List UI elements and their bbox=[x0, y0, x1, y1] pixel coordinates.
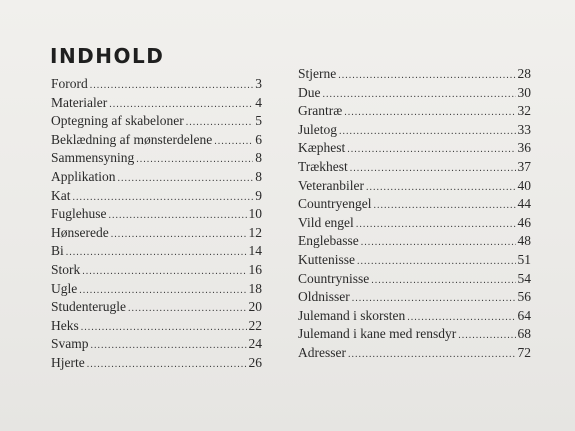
dot-leader bbox=[79, 285, 246, 296]
toc-entry bbox=[298, 326, 531, 345]
toc-entry-page-number: 4 bbox=[255, 94, 262, 110]
dot-leader bbox=[82, 266, 246, 277]
toc-entry bbox=[298, 178, 531, 197]
toc-entry-label: Studenterugle bbox=[51, 299, 126, 315]
dot-leader bbox=[366, 182, 516, 193]
toc-entry-label: Optegning af skabeloner bbox=[51, 113, 184, 129]
dot-leader bbox=[458, 330, 515, 341]
dot-leader bbox=[136, 154, 253, 165]
dot-leader bbox=[118, 173, 254, 184]
toc-entry-page-number: 26 bbox=[248, 354, 262, 370]
toc-entry-page-number: 36 bbox=[517, 140, 531, 156]
toc-entry-label: Veteranbiler bbox=[298, 177, 364, 193]
toc-entry-page-number: 56 bbox=[517, 289, 531, 305]
dot-leader bbox=[214, 136, 253, 147]
toc-entry-page-number: 30 bbox=[517, 84, 531, 100]
toc-entry-label: Countrynisse bbox=[298, 270, 370, 286]
dot-leader bbox=[87, 359, 247, 370]
toc-entry-page-number: 44 bbox=[517, 196, 531, 212]
dot-leader bbox=[109, 99, 253, 110]
toc-entry-label: Heks bbox=[51, 317, 79, 333]
toc-entry-label: Countryengel bbox=[298, 196, 372, 212]
toc-entry-label: Applikation bbox=[51, 168, 116, 184]
dot-leader bbox=[357, 256, 516, 267]
toc-entry bbox=[298, 122, 531, 141]
toc-entry bbox=[51, 336, 262, 355]
toc-entry bbox=[51, 225, 262, 244]
toc-entry bbox=[51, 76, 262, 95]
toc-entry-label: Adresser bbox=[298, 344, 346, 360]
toc-entry bbox=[298, 215, 531, 234]
toc-entry-label: Materialer bbox=[51, 94, 108, 110]
toc-entry-label: Fuglehuse bbox=[51, 206, 107, 222]
toc-entry-label: Forord bbox=[51, 76, 88, 91]
dot-leader bbox=[347, 144, 515, 155]
toc-entry-page-number: 10 bbox=[248, 206, 262, 222]
dot-leader bbox=[109, 210, 247, 221]
dot-leader bbox=[128, 303, 247, 314]
toc-entry-label: Grantræ bbox=[298, 103, 343, 119]
dot-leader bbox=[111, 229, 247, 240]
dot-leader bbox=[73, 192, 254, 203]
toc-entry bbox=[298, 85, 531, 104]
toc-entry bbox=[298, 159, 531, 178]
toc-entry-page-number: 54 bbox=[517, 270, 531, 286]
toc-entry bbox=[51, 281, 262, 300]
toc-entry bbox=[298, 196, 531, 215]
toc-entry bbox=[51, 113, 262, 132]
toc-entry-page-number: 51 bbox=[517, 251, 531, 267]
toc-entry-label: Beklædning af mønsterdelene bbox=[51, 131, 213, 147]
toc-entry-page-number: 24 bbox=[248, 336, 262, 352]
toc-entry bbox=[51, 318, 262, 337]
toc-entry-label: Englebasse bbox=[298, 233, 359, 249]
dot-leader bbox=[356, 219, 516, 230]
toc-entry-page-number: 12 bbox=[248, 224, 262, 240]
toc-entry-page-number: 20 bbox=[248, 299, 262, 315]
dot-leader bbox=[350, 163, 516, 174]
toc-entry bbox=[298, 308, 531, 327]
toc-entry-label: Ugle bbox=[51, 280, 78, 296]
toc-right-column bbox=[298, 66, 531, 364]
dot-leader bbox=[66, 247, 247, 258]
toc-entry-page-number: 14 bbox=[248, 243, 262, 259]
toc-entry-page-number: 64 bbox=[517, 307, 531, 323]
dot-leader bbox=[323, 89, 516, 100]
toc-entry-label: Kat bbox=[51, 187, 71, 203]
toc-entry bbox=[51, 132, 262, 151]
toc-entry bbox=[298, 103, 531, 122]
dot-leader bbox=[81, 322, 247, 333]
toc-entry-page-number: 28 bbox=[517, 66, 531, 81]
toc-entry-page-number: 37 bbox=[517, 158, 531, 174]
toc-entry-page-number: 32 bbox=[517, 103, 531, 119]
toc-entry-label: Hønserede bbox=[51, 224, 109, 240]
toc-entry-page-number: 16 bbox=[248, 261, 262, 277]
toc-entry-label: Svamp bbox=[51, 336, 89, 352]
dot-leader bbox=[352, 293, 516, 304]
toc-entry-label: Stork bbox=[51, 261, 81, 277]
toc-entry-page-number: 22 bbox=[248, 317, 262, 333]
toc-entry-label: Juletog bbox=[298, 121, 337, 137]
toc-entry-label: Julemand i kane med rensdyr bbox=[298, 326, 457, 342]
toc-entry bbox=[51, 188, 262, 207]
toc-entry-label: Bi bbox=[51, 243, 64, 259]
toc-entry bbox=[298, 271, 531, 290]
dot-leader bbox=[361, 237, 516, 248]
toc-entry bbox=[298, 140, 531, 159]
dot-leader bbox=[91, 340, 247, 351]
toc-entry-label: Stjerne bbox=[298, 66, 337, 81]
page-title: INDHOLD bbox=[50, 44, 165, 68]
toc-entry bbox=[51, 262, 262, 281]
toc-entry-label: Due bbox=[298, 84, 321, 100]
toc-entry bbox=[298, 233, 531, 252]
toc-entry-label: Hjerte bbox=[51, 354, 85, 370]
toc-entry bbox=[51, 355, 262, 374]
toc-entry bbox=[51, 150, 262, 169]
toc-entry-label: Kuttenisse bbox=[298, 251, 355, 267]
toc-entry-label: Trækhest bbox=[298, 158, 348, 174]
dot-leader bbox=[374, 200, 516, 211]
toc-entry-page-number: 33 bbox=[517, 121, 531, 137]
toc-entry bbox=[298, 345, 531, 364]
dot-leader bbox=[371, 275, 515, 286]
toc-entry bbox=[51, 299, 262, 318]
toc-entry bbox=[51, 169, 262, 188]
dot-leader bbox=[339, 126, 516, 137]
dot-leader bbox=[186, 117, 254, 128]
toc-entry bbox=[51, 95, 262, 114]
toc-entry bbox=[298, 289, 531, 308]
toc-entry-label: Sammensyning bbox=[51, 150, 135, 166]
toc-entry-page-number: 9 bbox=[255, 187, 262, 203]
toc-entry bbox=[298, 252, 531, 271]
toc-entry-label: Vild engel bbox=[298, 214, 354, 230]
toc-entry bbox=[298, 66, 531, 85]
dot-leader bbox=[338, 70, 515, 81]
toc-entry-page-number: 8 bbox=[255, 168, 262, 184]
toc-entry-page-number: 72 bbox=[517, 344, 531, 360]
toc-entry bbox=[51, 206, 262, 225]
dot-leader bbox=[344, 107, 515, 118]
toc-entry-page-number: 8 bbox=[255, 150, 262, 166]
toc-entry-page-number: 5 bbox=[255, 113, 262, 129]
dot-leader bbox=[90, 80, 254, 91]
dot-leader bbox=[348, 349, 516, 360]
toc-entry-page-number: 18 bbox=[248, 280, 262, 296]
toc-entry-page-number: 48 bbox=[517, 233, 531, 249]
toc-entry-page-number: 46 bbox=[517, 214, 531, 230]
toc-entry-page-number: 3 bbox=[255, 76, 262, 91]
toc-left-column bbox=[51, 76, 262, 374]
toc-entry-label: Julemand i skorsten bbox=[298, 307, 406, 323]
toc-entry-label: Kæphest bbox=[298, 140, 346, 156]
toc-entry-page-number: 68 bbox=[517, 326, 531, 342]
toc-entry-page-number: 6 bbox=[255, 131, 262, 147]
toc-entry-label: Oldnisser bbox=[298, 289, 350, 305]
toc-entry bbox=[51, 243, 262, 262]
toc-entry-page-number: 40 bbox=[517, 177, 531, 193]
dot-leader bbox=[407, 312, 515, 323]
